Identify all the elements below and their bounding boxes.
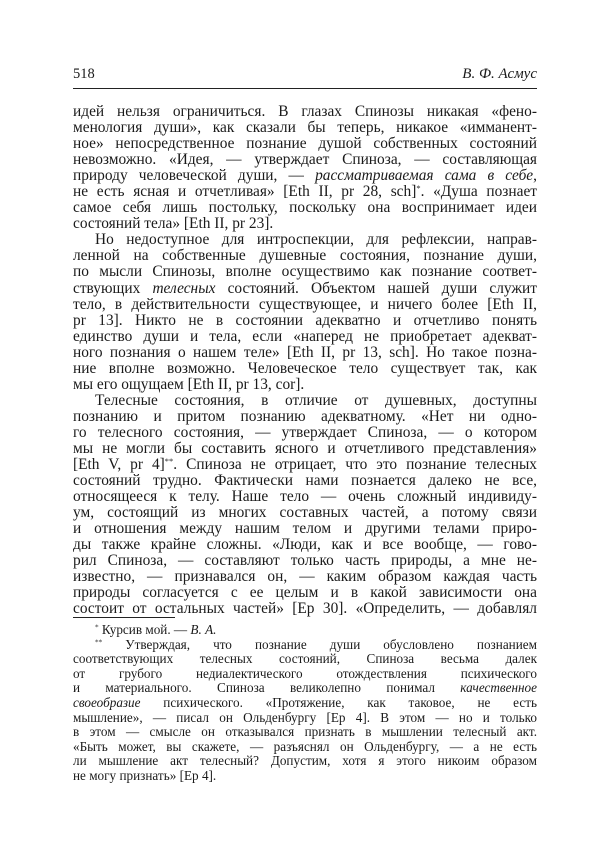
text-run: природу человеческой души, — [73,167,316,185]
text-run: известно, — признавался он, — каким образом каждая часть [73,568,537,586]
text-run: от грубого недиалектического отождествления психического [73,665,537,681]
italic-emphasis: В. А. [190,622,217,637]
italic-emphasis: телесных [152,279,216,297]
paragraph [73,104,537,232]
text-run: ум, состоящий из многих составных частей, а потому связи [73,504,537,522]
text-line [73,377,537,393]
footnote [73,638,537,784]
text-run: ленной на собственные душевные состояния, познание души, [73,247,537,265]
text-run: соответствующих телесных состояний, Спиноза весьма далек [73,651,537,667]
text-run: не есть ясная и отчетливая» [Eth II, pr 28, sch] [73,183,417,201]
text-run: по мысли Спинозы, вполне осуществимо как познание соответ- [73,263,537,281]
text-line [73,553,537,569]
text-line [73,393,537,409]
text-run: . Спиноза не отрицает, что это познание телесных [173,456,537,474]
text-line [73,623,537,638]
footnotes [73,623,537,784]
text-run: невозможно. «Идея, — утверждает Спиноза, — составляющая [73,151,537,169]
text-line [73,329,537,345]
text-line [73,120,537,136]
text-line [73,601,537,617]
running-head-author: В. Ф. Асмус [462,66,537,82]
text-run: ного познания о нашем теле» [Eth II, pr 13, sch]. Но такое позна- [73,343,537,361]
text-run: Утверждая, что познание души обусловлено познанием [102,636,537,652]
text-line [73,104,537,120]
text-run: и материального. Спиноза великолепно понимал [73,680,461,696]
text-line [73,638,537,653]
text-line [73,725,537,740]
text-line [73,521,537,537]
text-run: [Eth V, pr 4] [73,456,165,474]
text-run: не могу признать» [Ep 4]. [73,767,217,783]
text-line [73,281,537,297]
text-run: мы его ощущаем [Eth II, pr 13, cor]. [73,375,305,393]
text-line [73,667,537,682]
text-run: ствующих [73,279,153,297]
text-run: познанию и притом познанию адекватному. «Нет ни одно- [73,407,537,425]
text-run: . «Душа познает [420,183,538,201]
text-line [73,441,537,457]
text-run: мышление», — писал он Ольденбургу [Ep 4]. В этом — но и только [73,709,537,725]
text-line [73,740,537,755]
text-line [73,200,537,216]
text-line [73,457,537,473]
text-line [73,361,537,377]
text-line [73,345,537,361]
text-run: го телесного состояния, — утверждает Спиноза, — о котором [73,423,537,441]
text-run: менология души», как сказали бы теперь, никакое «имманент- [73,119,537,137]
text-line [73,505,537,521]
text-run: самое себя лишь постольку, поскольку она воспринимает идеи [73,199,537,217]
text-run: состояний тела» [Eth II, pr 23]. [73,215,274,233]
text-line [73,473,537,489]
text-line [73,585,537,601]
footnote [73,623,537,638]
page-number: 518 [73,66,95,82]
text-run: и отношения между нашим телом и другими телами приро- [73,520,537,538]
text-line [73,537,537,553]
text-run: Но недоступное для интроспекции, для рефлексии, направ- [95,231,537,249]
text-run: , [533,167,537,185]
text-line [73,681,537,696]
text-line [73,696,537,711]
text-run: тело, в действительности существующее, и ничего более [Eth II, [73,295,537,313]
footnote-marker: * [416,183,421,194]
text-run: ние вполне возможно. Человеческое тело существует так, как [73,359,537,377]
text-run: состояний трудно. Фактически нами познается далеко не все, [73,472,537,490]
text-run: природы согласуется с ее целым и в какой зависимости она [73,584,537,602]
text-line [73,711,537,726]
text-run: ное» непосредственное познание душой собственных состояний [73,135,537,153]
italic-emphasis: рассматриваемая сама в себе [315,167,534,185]
text-run: состояний. Объектом нашей души служит [215,279,538,297]
italic-emphasis: качественное [460,680,537,696]
text-line [73,136,537,152]
paragraph [73,232,537,392]
text-line [73,216,537,232]
footnote-marker: * [95,623,99,632]
text-run: Курсив мой. — [98,622,191,637]
text-run: рил Спиноза, — составляют только часть природы, а мне не- [73,552,537,570]
running-header [73,66,537,89]
text-line [73,168,537,184]
paragraph [73,393,537,618]
text-line [73,425,537,441]
text-run: pr 13]. Никто не в состоянии адекватно и отчетливо понять [73,311,537,329]
text-line [73,248,537,264]
text-run: в этом — смысле он отказывался признать в мышлении телесный акт. [73,724,537,740]
text-run: Телесные состояния, в отличие от душевных, доступны [95,391,537,409]
text-line [73,754,537,769]
text-run: состоит от остальных частей» [Ep 30]. «Определить, — добавлял [73,600,537,618]
text-run: идей нельзя ограничиться. В глазах Спинозы никакая «фено- [73,103,537,120]
text-line [73,569,537,585]
text-run: относящееся к телу. Наше тело — очень сложный индивиду- [73,488,537,506]
italic-emphasis: своеобразие [73,694,141,710]
text-line [73,152,537,168]
text-line [73,232,537,248]
text-line [73,652,537,667]
main-text [73,104,537,618]
footnote-separator [73,617,175,618]
text-line [73,264,537,280]
text-line [73,184,537,200]
text-line [73,313,537,329]
text-run: мы не могли бы составить ясного и отчетливого представления» [73,439,537,457]
footnote-marker: ** [164,455,174,466]
text-run: ли мышление акт телесный? Допустим, хотя я этого никоим образом [73,753,537,769]
text-run: психического. «Протяжение, как таковое, не есть [140,694,537,710]
text-run: ды также крайне сложны. «Люди, как и все вообще, — гово- [73,536,537,554]
text-run: «Быть может, вы скажете, — разъяснял он Ольденбургу, — а не есть [73,738,537,754]
text-line [73,489,537,505]
footnote-marker: ** [95,638,103,647]
text-line [73,409,537,425]
text-run: единство души и тела, если «наперед не приобретает адекват- [73,327,537,345]
text-line [73,769,537,784]
text-line [73,297,537,313]
